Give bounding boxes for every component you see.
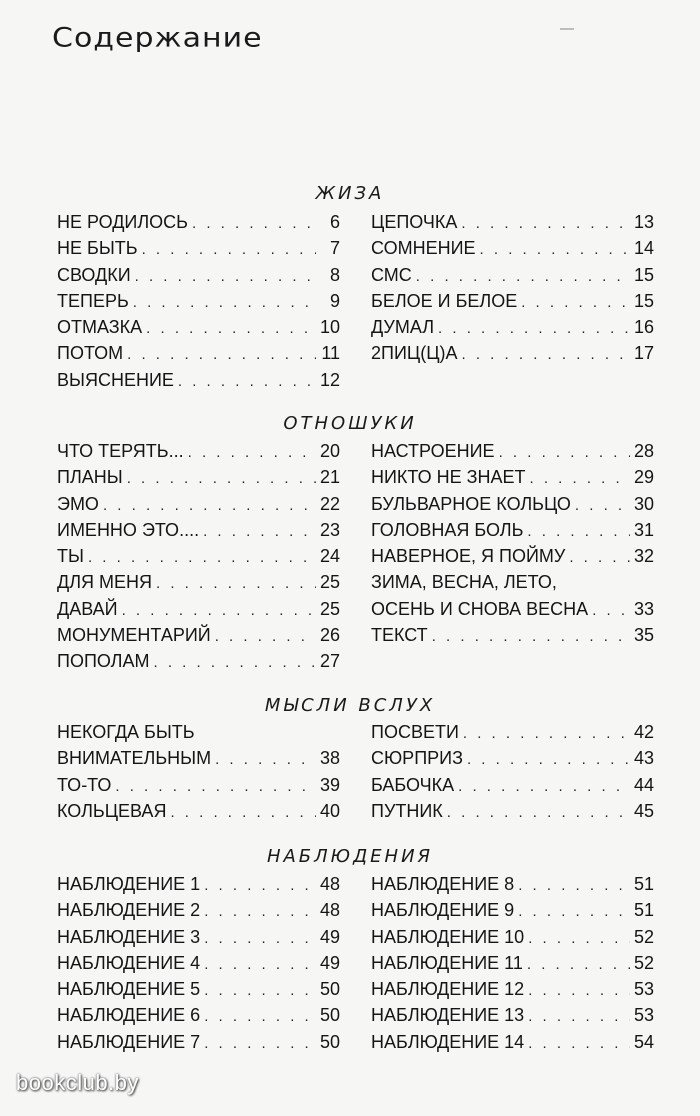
section-mysli-right-column bbox=[371, 719, 654, 824]
toc-entry[interactable] bbox=[57, 950, 340, 976]
toc-entry[interactable] bbox=[371, 288, 654, 314]
toc-entry-page: 25 bbox=[319, 572, 340, 593]
toc-entry[interactable] bbox=[57, 798, 340, 824]
leader-dots bbox=[432, 624, 630, 650]
toc-entry[interactable] bbox=[57, 1002, 340, 1028]
section-heading-zhiza: ЖИЗА bbox=[315, 183, 385, 204]
toc-entry-label: НАБЛЮДЕНИЕ 9 bbox=[371, 900, 515, 921]
leader-dots bbox=[527, 952, 630, 978]
toc-entry[interactable] bbox=[57, 288, 340, 314]
toc-entry-label: ГОЛОВНАЯ БОЛЬ bbox=[371, 519, 524, 540]
leader-dots bbox=[499, 440, 630, 466]
leader-dots bbox=[575, 493, 630, 519]
toc-entry-page: 25 bbox=[319, 598, 340, 619]
toc-entry[interactable] bbox=[57, 897, 340, 923]
toc-entry[interactable] bbox=[57, 772, 340, 798]
toc-entry[interactable] bbox=[57, 745, 340, 771]
toc-entry-label: ПОСВЕТИ bbox=[371, 722, 459, 742]
toc-entry[interactable] bbox=[371, 772, 654, 798]
leader-dots bbox=[192, 211, 316, 237]
toc-entry-label: ТЕКСТ bbox=[371, 625, 428, 646]
toc-entry-page: 49 bbox=[319, 952, 340, 973]
toc-entry-page: 54 bbox=[633, 1031, 654, 1052]
toc-entry-page: 51 bbox=[633, 900, 654, 921]
toc-entry-label: НАБЛЮДЕНИЕ 8 bbox=[371, 874, 515, 894]
leader-dots bbox=[122, 598, 316, 624]
leader-dots bbox=[416, 264, 630, 290]
leader-dots bbox=[592, 598, 630, 624]
toc-entry-label: ТЕПЕРЬ bbox=[57, 290, 129, 311]
leader-dots bbox=[88, 545, 316, 571]
toc-entry-page: 14 bbox=[633, 238, 654, 259]
toc-entry-label: НАБЛЮДЕНИЕ 12 bbox=[371, 979, 525, 1000]
leader-dots bbox=[204, 1031, 316, 1057]
toc-entry[interactable] bbox=[57, 976, 340, 1002]
toc-entry-page: 52 bbox=[633, 952, 654, 973]
scan-mark bbox=[560, 28, 574, 30]
toc-entry-page: 9 bbox=[329, 290, 340, 311]
leader-dots bbox=[127, 342, 316, 368]
toc-entry-label: ЭМО bbox=[57, 493, 99, 514]
leader-dots bbox=[154, 650, 316, 676]
section-heading-mysli-vslukh: МЫСЛИ ВСЛУХ bbox=[264, 695, 436, 716]
toc-entry-label: НИКТО НЕ ЗНАЕТ bbox=[371, 467, 526, 488]
toc-entry-page: 32 bbox=[633, 546, 654, 567]
toc-entry[interactable] bbox=[371, 209, 654, 235]
toc-entry-page: 50 bbox=[319, 1031, 340, 1052]
toc-entry-label: НАБЛЮДЕНИЕ 6 bbox=[57, 1005, 201, 1026]
leader-dots bbox=[178, 369, 316, 395]
leader-dots bbox=[458, 774, 630, 800]
toc-entry[interactable] bbox=[371, 596, 654, 622]
toc-entry-label: НАБЛЮДЕНИЕ 4 bbox=[57, 952, 201, 973]
toc-entry-page: 50 bbox=[319, 1005, 340, 1026]
leader-dots bbox=[462, 342, 630, 368]
toc-entry-page: 22 bbox=[319, 493, 340, 514]
toc-entry-page: 31 bbox=[633, 519, 654, 540]
toc-entry[interactable] bbox=[371, 543, 654, 569]
section-mysli-left-column bbox=[57, 719, 340, 824]
toc-entry-page: 10 bbox=[319, 317, 340, 338]
toc-entry-label: НЕ РОДИЛОСЬ bbox=[57, 212, 188, 232]
toc-entry[interactable] bbox=[57, 596, 340, 622]
toc-entry-page: 38 bbox=[319, 748, 340, 769]
page-title: Содержание bbox=[52, 22, 263, 54]
toc-entry[interactable] bbox=[371, 569, 654, 595]
leader-dots bbox=[204, 952, 316, 978]
toc-entry-label: КОЛЬЦЕВАЯ bbox=[57, 800, 167, 821]
leader-dots bbox=[127, 466, 316, 492]
toc-entry[interactable] bbox=[57, 569, 340, 595]
toc-entry[interactable] bbox=[371, 897, 654, 923]
leader-dots bbox=[527, 519, 630, 545]
toc-entry-page: 23 bbox=[319, 519, 340, 540]
toc-entry-label: ОСЕНЬ И СНОВА ВЕСНА bbox=[371, 598, 589, 619]
toc-entry[interactable] bbox=[371, 1029, 654, 1055]
toc-entry-page: 40 bbox=[319, 800, 340, 821]
toc-entry[interactable] bbox=[57, 648, 340, 674]
toc-entry-label: ДЛЯ МЕНЯ bbox=[57, 572, 153, 593]
leader-dots bbox=[204, 1004, 316, 1030]
toc-entry-label: НАБЛЮДЕНИЕ 10 bbox=[371, 926, 525, 947]
toc-entry-label: НЕКОГДА БЫТЬ bbox=[57, 722, 195, 742]
toc-entry-label: НАБЛЮДЕНИЕ 13 bbox=[371, 1005, 525, 1026]
toc-entry-label: МОНУМЕНТАРИЙ bbox=[57, 625, 211, 646]
toc-entry-label: ПЛАНЫ bbox=[57, 467, 123, 488]
leader-dots bbox=[530, 466, 630, 492]
leader-dots bbox=[569, 545, 630, 571]
leader-dots bbox=[447, 800, 630, 826]
toc-entry-label: ТО-ТО bbox=[57, 774, 112, 795]
toc-entry-label: НАБЛЮДЕНИЕ 1 bbox=[57, 874, 201, 894]
toc-entry-label: СЮРПРИЗ bbox=[371, 748, 463, 769]
toc-entry[interactable] bbox=[57, 719, 340, 745]
toc-entry[interactable] bbox=[57, 543, 340, 569]
leader-dots bbox=[215, 624, 316, 650]
toc-entry-label: 2ПИЦ(Ц)А bbox=[371, 343, 458, 364]
toc-entry-label: ДАВАЙ bbox=[57, 598, 118, 619]
leader-dots bbox=[204, 873, 316, 899]
leader-dots bbox=[115, 774, 316, 800]
toc-entry-page: 30 bbox=[633, 493, 654, 514]
toc-entry[interactable] bbox=[57, 1029, 340, 1055]
leader-dots bbox=[528, 978, 630, 1004]
toc-entry[interactable] bbox=[371, 262, 654, 288]
leader-dots bbox=[142, 237, 316, 263]
toc-entry-label: ЗИМА, ВЕСНА, ЛЕТО, bbox=[371, 572, 557, 593]
toc-entry-page: 48 bbox=[319, 874, 340, 894]
leader-dots bbox=[215, 747, 316, 773]
section-otnoshuki-right-column bbox=[371, 438, 654, 648]
toc-entry[interactable] bbox=[371, 798, 654, 824]
toc-entry-label: ВНИМАТЕЛЬНЫМ bbox=[57, 748, 212, 769]
toc-entry-page: 53 bbox=[633, 1005, 654, 1026]
toc-entry-page: 12 bbox=[319, 369, 340, 390]
toc-entry-page: 15 bbox=[633, 264, 654, 285]
toc-entry-page: 26 bbox=[319, 625, 340, 646]
toc-entry[interactable] bbox=[57, 491, 340, 517]
toc-entry-label: ПОТОМ bbox=[57, 343, 124, 364]
toc-entry-page: 6 bbox=[329, 212, 340, 232]
toc-entry-label: ДУМАЛ bbox=[371, 317, 435, 338]
toc-entry[interactable] bbox=[57, 517, 340, 543]
toc-entry[interactable] bbox=[57, 262, 340, 288]
toc-entry-label: СВОДКИ bbox=[57, 264, 131, 285]
toc-entry-page: 13 bbox=[633, 212, 654, 232]
section-nablyudeniya-right-column bbox=[371, 871, 654, 1055]
section-heading-otnoshuki: ОТНОШУКИ bbox=[283, 413, 417, 434]
toc-entry[interactable] bbox=[57, 340, 340, 366]
toc-entry[interactable] bbox=[57, 924, 340, 950]
toc-entry-page: 28 bbox=[633, 441, 654, 461]
toc-entry[interactable] bbox=[57, 367, 340, 393]
toc-entry-page: 49 bbox=[319, 926, 340, 947]
toc-entry-page: 43 bbox=[633, 748, 654, 769]
toc-entry[interactable] bbox=[57, 235, 340, 261]
toc-entry[interactable] bbox=[371, 464, 654, 490]
toc-entry-page: 35 bbox=[633, 625, 654, 646]
toc-entry-label: НАБЛЮДЕНИЕ 14 bbox=[371, 1031, 525, 1052]
leader-dots bbox=[480, 237, 630, 263]
toc-entry-label: ОТМАЗКА bbox=[57, 317, 143, 338]
toc-entry[interactable] bbox=[371, 314, 654, 340]
toc-entry-page: 42 bbox=[633, 722, 654, 742]
section-zhiza-right-column bbox=[371, 209, 654, 367]
toc-entry-page: 8 bbox=[329, 264, 340, 285]
leader-dots bbox=[170, 800, 316, 826]
toc-entry[interactable] bbox=[371, 950, 654, 976]
toc-entry-page: 48 bbox=[319, 900, 340, 921]
leader-dots bbox=[133, 290, 316, 316]
toc-entry-label: НАВЕРНОЕ, Я ПОЙМУ bbox=[371, 546, 566, 567]
leader-dots bbox=[528, 1004, 630, 1030]
section-heading-nablyudeniya: НАБЛЮДЕНИЯ bbox=[266, 846, 434, 867]
toc-entry-label: НАБЛЮДЕНИЕ 7 bbox=[57, 1031, 201, 1052]
toc-entry-page: 17 bbox=[633, 343, 654, 364]
toc-entry-page: 52 bbox=[633, 926, 654, 947]
leader-dots bbox=[204, 899, 316, 925]
toc-entry-page: 21 bbox=[319, 467, 340, 488]
leader-dots bbox=[518, 899, 630, 925]
toc-entry-page: 11 bbox=[321, 343, 340, 364]
leader-dots bbox=[521, 290, 630, 316]
toc-entry-page: 20 bbox=[319, 441, 340, 461]
toc-entry[interactable] bbox=[371, 491, 654, 517]
section-otnoshuki-left-column bbox=[57, 438, 340, 675]
leader-dots bbox=[461, 211, 630, 237]
leader-dots bbox=[103, 493, 316, 519]
leader-dots bbox=[528, 926, 630, 952]
section-zhiza-left-column bbox=[57, 209, 340, 393]
toc-entry-page: 27 bbox=[319, 651, 340, 672]
leader-dots bbox=[146, 316, 316, 342]
toc-entry[interactable] bbox=[371, 622, 654, 648]
leader-dots bbox=[438, 316, 630, 342]
leader-dots bbox=[528, 1031, 630, 1057]
toc-entry[interactable] bbox=[57, 871, 340, 897]
leader-dots bbox=[203, 519, 316, 545]
toc-entry-label: ЧТО ТЕРЯТЬ... bbox=[57, 441, 184, 461]
leader-dots bbox=[463, 721, 630, 747]
toc-entry-label: НАСТРОЕНИЕ bbox=[371, 441, 495, 461]
toc-entry[interactable] bbox=[371, 340, 654, 366]
toc-entry-label: ЦЕПОЧКА bbox=[371, 212, 458, 232]
toc-entry-page: 7 bbox=[329, 238, 340, 259]
toc-entry-page: 45 bbox=[633, 800, 654, 821]
toc-entry-page: 16 bbox=[633, 317, 654, 338]
watermark: bookclub.by bbox=[16, 1070, 139, 1095]
toc-entry-label: СОМНЕНИЕ bbox=[371, 238, 476, 259]
toc-entry-label: НАБЛЮДЕНИЕ 5 bbox=[57, 979, 201, 1000]
toc-entry[interactable] bbox=[57, 622, 340, 648]
toc-entry-label: НАБЛЮДЕНИЕ 11 bbox=[371, 952, 523, 973]
leader-dots bbox=[467, 747, 630, 773]
toc-entry-label: ПОПОЛАМ bbox=[57, 651, 150, 672]
toc-entry-label: ТЫ bbox=[57, 546, 84, 567]
leader-dots bbox=[204, 978, 316, 1004]
toc-entry[interactable] bbox=[371, 438, 654, 464]
toc-entry[interactable] bbox=[371, 871, 654, 897]
toc-entry-label: НАБЛЮДЕНИЕ 2 bbox=[57, 900, 201, 921]
toc-entry-page: 29 bbox=[633, 467, 654, 488]
toc-entry[interactable] bbox=[57, 209, 340, 235]
toc-entry-page: 39 bbox=[319, 774, 340, 795]
toc-entry-label: ПУТНИК bbox=[371, 800, 443, 821]
toc-entry-label: ВЫЯСНЕНИЕ bbox=[57, 369, 174, 390]
toc-entry-label: НЕ БЫТЬ bbox=[57, 238, 138, 259]
toc-entry-page: 51 bbox=[633, 874, 654, 894]
toc-entry-label: СМС bbox=[371, 264, 412, 285]
toc-entry[interactable] bbox=[371, 924, 654, 950]
toc-entry[interactable] bbox=[371, 517, 654, 543]
toc-entry[interactable] bbox=[57, 438, 340, 464]
toc-entry-label: БЕЛОЕ И БЕЛОЕ bbox=[371, 290, 518, 311]
toc-entry[interactable] bbox=[371, 719, 654, 745]
toc-entry[interactable] bbox=[371, 745, 654, 771]
leader-dots bbox=[135, 264, 316, 290]
toc-entry-label: ИМЕННО ЭТО.... bbox=[57, 519, 200, 540]
toc-entry-page: 33 bbox=[633, 598, 654, 619]
toc-entry-page: 15 bbox=[633, 290, 654, 311]
leader-dots bbox=[518, 873, 630, 899]
leader-dots bbox=[156, 571, 316, 597]
toc-entry[interactable] bbox=[371, 976, 654, 1002]
toc-entry-page: 24 bbox=[319, 546, 340, 567]
toc-entry[interactable] bbox=[57, 464, 340, 490]
leader-dots bbox=[188, 440, 316, 466]
toc-entry-label: БУЛЬВАРНОЕ КОЛЬЦО bbox=[371, 493, 571, 514]
toc-entry-label: НАБЛЮДЕНИЕ 3 bbox=[57, 926, 201, 947]
toc-entry[interactable] bbox=[371, 1002, 654, 1028]
toc-entry-page: 50 bbox=[319, 979, 340, 1000]
section-nablyudeniya-left-column bbox=[57, 871, 340, 1055]
toc-entry[interactable] bbox=[57, 314, 340, 340]
toc-entry[interactable] bbox=[371, 235, 654, 261]
toc-entry-page: 53 bbox=[633, 979, 654, 1000]
toc-entry-label: БАБОЧКА bbox=[371, 774, 455, 795]
leader-dots bbox=[204, 926, 316, 952]
toc-entry-page: 44 bbox=[633, 774, 654, 795]
